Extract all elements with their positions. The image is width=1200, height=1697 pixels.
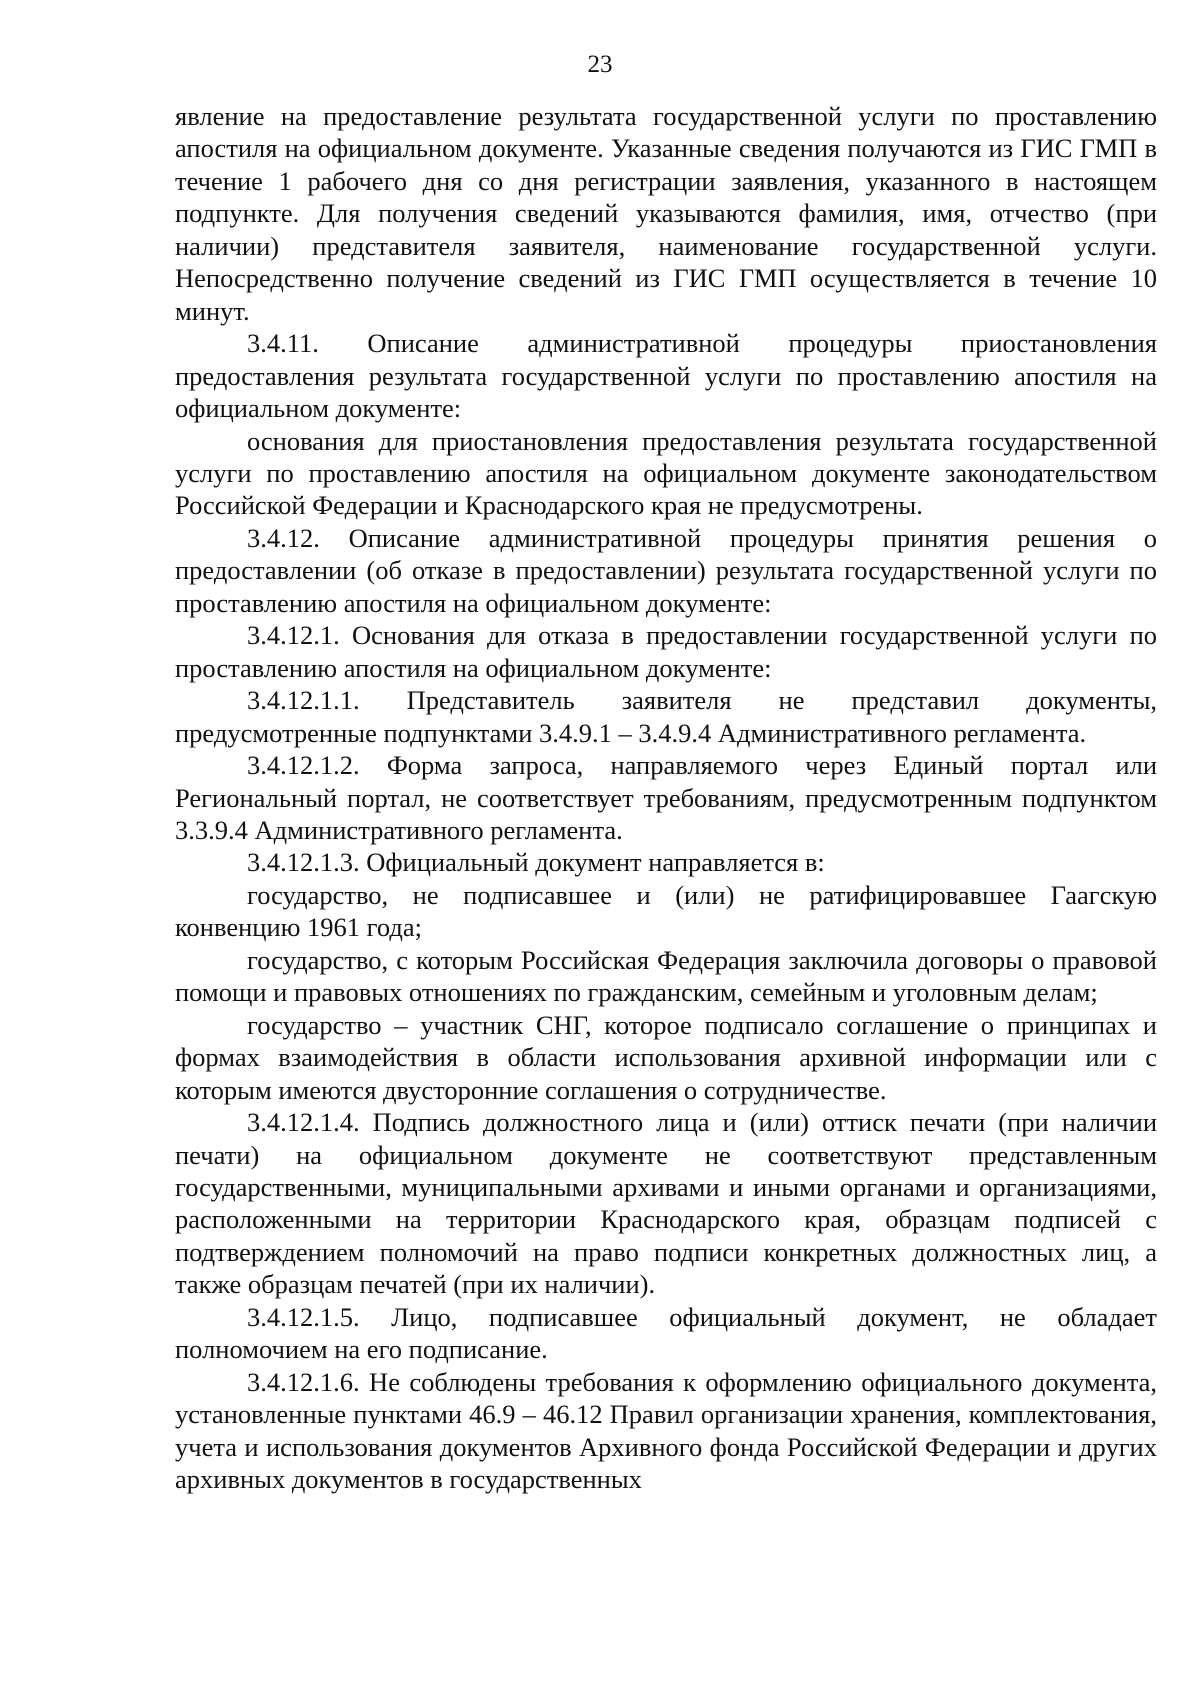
paragraph-3-4-12-1-1: 3.4.12.1.1. Представитель заявителя не представил документы, предусмотренные подпунктами 3.4.9.1 – 3.4.9.4 Административного регламента. xyxy=(175,685,1157,748)
paragraph-3-4-12-1-3: 3.4.12.1.3. Официальный документ направляется в: xyxy=(247,847,825,878)
document-body xyxy=(175,100,1157,1495)
list-item-cis-member: государство – участник СНГ, которое подписало соглашение о принципах и формах взаимодействия в области использования архивной информации или с которым имеются двусторонние соглашения о сотрудничестве. xyxy=(175,1009,1157,1105)
page-number: 23 xyxy=(587,51,613,78)
paragraph-continuation: явление на предоставление результата государственной услуги по проставлению апостиля на официальном документе. Указанные сведения получаются из ГИС ГМП в течение 1 рабочего дня со дня регистрации заявления, указанного в настоящем подпункте. Для получения сведений указываются фамилия, имя, отчество (при наличии) представителя заявителя, наименование государственной услуги. Непосредственно получение сведений из ГИС ГМП осуществляется в течение 10 минут. xyxy=(175,101,1157,326)
paragraph-3-4-11: 3.4.11. Описание административной процедуры приостановления предоставления результата государственной услуги по проставлению апостиля на официальном документе: xyxy=(175,328,1157,424)
paragraph-3-4-12: 3.4.12. Описание административной процедуры принятия решения о предоставлении (об отказе в предоставлении) результата государственной услуги по проставлению апостиля на официальном документе: xyxy=(175,522,1157,618)
paragraph-3-4-12-1-2: 3.4.12.1.2. Форма запроса, направляемого через Единый портал или Региональный портал, не соответствует требованиям, предусмотренным подпунктом 3.3.9.4 Административного регламента. xyxy=(175,750,1157,845)
paragraph-3-4-12-1-5: 3.4.12.1.5. Лицо, подписавшее официальный документ, не обладает полномочием на его подписание. xyxy=(175,1301,1157,1365)
list-item-legal-assistance: государство, с которым Российская Федерация заключила договоры о правовой помощи и правовых отношениях по гражданским, семейным и уголовным делам; xyxy=(175,944,1157,1008)
list-item-hague-convention: государство, не подписавшее и (или) не ратифицировавшее Гаагскую конвенцию 1961 года; xyxy=(175,879,1157,943)
paragraph-3-4-12-1-6: 3.4.12.1.6. Не соблюдены требования к оформлению официального документа, установленные пунктами 46.9 – 46.12 Правил организации хранения, комплектования, учета и использования документов Архивного фонда Российской Федерации и других архивных документов в государственных xyxy=(175,1366,1157,1495)
paragraph-3-4-12-1: 3.4.12.1. Основания для отказа в предоставлении государственной услуги по проставлению апостиля на официальном документе: xyxy=(175,620,1157,683)
paragraph-suspension-grounds: основания для приостановления предоставления результата государственной услуги по проставлению апостиля на официальном документе законодательством Российской Федерации и Краснодарского края не предусмотрены. xyxy=(175,425,1157,521)
paragraph-3-4-12-1-4: 3.4.12.1.4. Подпись должностного лица и (или) оттиск печати (при наличии печати) на официальном документе не соответствуют представленным государственными, муниципальными архивами и иными органами и организациями, расположенными на территории Краснодарского края, образцам подписей с подтверждением полномочий на право подписи конкретных должностных лиц, а также образцам печатей (при их наличии). xyxy=(175,1107,1157,1300)
